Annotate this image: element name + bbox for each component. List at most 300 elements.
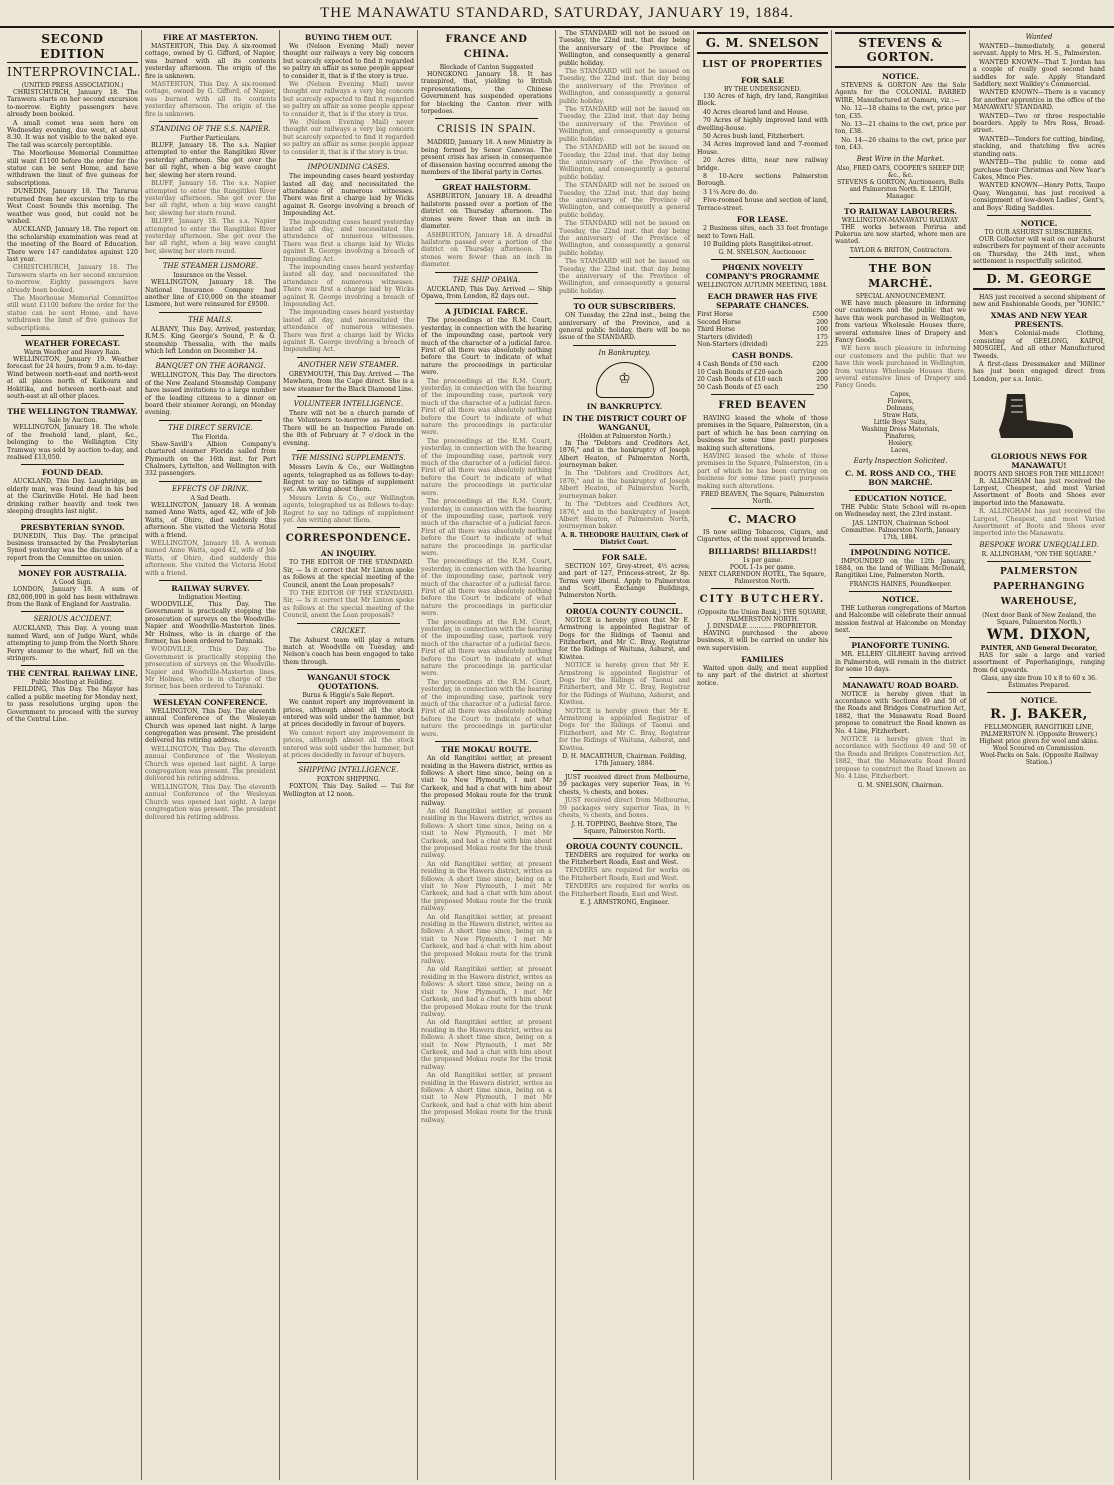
allingham-signature: R. ALLINGHAM, "ON THE SQUARE."	[981, 550, 1097, 558]
bond-row	[697, 376, 828, 383]
article-text: WE have much pleasure in informing our customers and the public that we have this week purchased in Wellington, from various Wholesale Houses there, several extensive lines of Drapery and Fancy Goods.	[835, 299, 966, 344]
article-text: GREYMOUTH, This Day. Arrived — The Mawhera, from the Cape direct. She is a new steamer for the Black Diamond Line.	[283, 370, 414, 393]
article-text: WELLINGTON, January 18. The whole of the freehold land, plant, &c., belonging to the Wellington City Tramway was sold by auction to-day, and realised £13,050.	[7, 424, 138, 462]
article-text: An old Rangitikei settler, at present residing in the Hawera district, writes as follows: A short time since, being on a visit to New Plymouth, I met Mr Carkeek, and had a chat with him about the proposed Mokau route for the trunk railway.	[421, 913, 552, 966]
headline-oroua: OROUA COUNTY COUNCIL.	[566, 606, 683, 616]
baker-line: Highest price given for wool and skins.	[979, 738, 1099, 746]
bon-marche-sub: SPECIAL ANNOUNCEMENT.	[855, 292, 946, 300]
property-item: 50 Acres bush land, Fitzherbert.	[703, 133, 805, 141]
article-text: The proceedings at the R.M. Court, yesterday, in connection with the hearing of the impounding case, partook very much of the character of a judicial farce. First of all there was absolutely nothing before the Court to indicate of what nature the proceedings in particular were.	[421, 558, 552, 618]
divider	[849, 637, 952, 638]
article-text: R. ALLINGHAM has just received the Largest, Cheapest, and most Varied Assortment of Boots and Shoes ever imported into the Manawatu.	[973, 508, 1105, 538]
divider	[297, 159, 400, 160]
divider	[849, 544, 952, 545]
property-item: 70 Acres of highly improved land with dwelling-house.	[697, 117, 828, 132]
divider	[159, 258, 262, 259]
article-text: The impounding cases heard yesterday lasted all day, and necessitated the attendance of numerous witnesses. There was first a charge laid by Wicks against R. George involving a breach of Impounding Act.	[283, 218, 414, 263]
article-text: We cannot report any improvement in prices, although almost all the stock entered was sold under the hammer, but at prices decidedly in favour of buyers.	[283, 729, 414, 760]
property-item: Five-roomed house and section of land, Terrace-street.	[697, 197, 828, 212]
headline-weather: WEATHER FORECAST.	[24, 339, 120, 348]
headline-missing: THE MISSING SUPPLEMENTS.	[291, 454, 406, 463]
wanted-item: WANTED—Two or three respectable boarders. Apply to Mrs Ross, Broad-street.	[973, 112, 1105, 135]
labourers-sub: WELLINGTON-MANAWATU RAILWAY.	[841, 216, 960, 224]
assoc-line: (UNITED PRESS ASSOCIATION.)	[21, 82, 124, 89]
wanted-item: WANTED—The public to come and purchase their Christmas and New Year's Cakes, Mince Pies.	[973, 159, 1105, 181]
paperhanging-sub: (Next door Bank of New Zealand, the Square, Palmerston North.)	[982, 611, 1096, 626]
bon-item: Hosiery,	[888, 439, 913, 447]
article-text: AUCKLAND, January 18. The report on the scholarship examination was read at the meeting of the Board of Education. There were 147 candidates against 120 last year.	[7, 226, 138, 263]
headline-lismore: THE STEAMER LISMORE.	[162, 262, 259, 271]
headline-banquet: BANQUET ON THE AORANGI.	[155, 362, 266, 371]
butchery-address: (Opposite the Union Bank,) THE SQUARE, PALMERSTON NORTH.	[697, 608, 828, 623]
prize-name: Third Horse	[697, 326, 735, 334]
article-text: An old Rangitikei settler, at present residing in the Hawera district, writes as follows: A short time since, being on a visit to New Plymouth, I met Mr Carkeek, and had a chat with him about the proposed Mokau route for the trunk railway.	[421, 755, 552, 807]
article-text: NOTICE is hereby given that Mr E. Armstrong is appointed Registrar of Dogs for the Ridings of Taonui and Fitzherbert, and Mr C. Bray, Registrar for the Ridings of Waituna, Ashurst, and Kiwitea.	[559, 616, 690, 661]
prizes-headline: EACH DRAWER HAS FIVE SEPARATE CHANCES.	[707, 292, 818, 311]
divider	[849, 677, 952, 678]
property-item: 20 Acres ditto, near new railway bridge.	[697, 157, 828, 172]
article-text: NOTICE is hereby given that Mr E. Armstrong is appointed Registrar of Dogs for the Ridings of Taonui and Fitzherbert, and Mr C. Bray, Registrar for the Ridings of Waituna, Ashurst, and Kiwitea.	[559, 662, 690, 707]
bond-amount: 200	[816, 368, 828, 376]
billiards-price: 1s per game.	[742, 556, 783, 564]
divider	[159, 121, 262, 122]
article-text: A first-class Dressmaker and Milliner has just been engaged direct from London, per s.s. Ionic.	[973, 361, 1105, 383]
article-text: WELLINGTON, This Day. The eleventh annual Conference of the Wesleyan Church was opened last night. A large congregation was present. The president delivered his retiring address.	[145, 783, 276, 821]
baker-banner: R. J. BAKER,	[990, 707, 1088, 723]
article-text: HAS for sale a large and varied assortment of Paperhangings, ranging from 6d upwards.	[973, 651, 1105, 674]
article-text: DUNEDIN, January 18. The Tararua returned from her excursion trip to the West Coast Sounds this morning. The weather was good, but could not be wished.	[7, 188, 138, 225]
lease-headline: FOR LEASE.	[736, 215, 789, 225]
bon-item: Flowers,	[887, 397, 914, 405]
bond-name: 4 Cash Bonds of £50 each	[697, 361, 779, 369]
headline-stock: WANGANUI STOCK QUOTATIONS.	[307, 673, 390, 692]
column-8	[970, 30, 1108, 1480]
headline-inquiry: AN INQUIRY.	[320, 549, 377, 559]
article-text: HAVING leased the whole of those premises in the Square, Palmerston, (in a part of which he has been carrying on business for some time past) purposes making such alterations.	[697, 453, 828, 490]
article-text: TO THE EDITOR OF THE STANDARD. Sir, — Is it correct that Mr Linton spoke as follows at the special meeting of the Council, anent the Loan proposals?	[283, 559, 414, 589]
wire-item: No. 13—21 chains to the cwt, price per ton, £38.	[835, 121, 966, 136]
best-wire: Best Wire in the Market.	[856, 154, 945, 163]
article-text: An old Rangitikei settler, at present residing in the Hawera district, writes as follows: A short time since, being on a visit to New Plymouth, I met Mr Carkeek, and had a chat with him about the proposed Mokau route for the trunk railway.	[421, 807, 552, 860]
bon-item: Laces,	[890, 446, 911, 454]
prize-amount: 200	[816, 318, 828, 326]
article-text: THE Lutheran congregations of Marton and Halcombe will celebrate their annual mission festival at Halcombe on Monday next.	[835, 604, 966, 634]
article-text: The Ashurst team will play a return match at Woodville on Tuesday, and Nelson's coach has been engaged to take them through.	[283, 636, 414, 666]
article-text: CHRISTCHURCH, January 18. The Tarawera starts on her second excursion to-morrow. Eighty passengers have already been booked.	[7, 89, 138, 119]
article-text: The STANDARD will not be issued on Tuesday, the 22nd inst. that day being the anniversary of the Province of Wellington, and consequently a general public holiday.	[559, 106, 690, 143]
article-text: HONGKONG January 18. It has transpired, that, yielding to British representations, the Chinese Government has suspended operations for blocking the Canton river with torpedoes.	[421, 71, 552, 116]
court-signature: A. R. THEODORE HAULTAIN, Clerk of District Court.	[560, 531, 689, 546]
article-text: IMPOUNDED on the 12th January, 1884, on the land of William McDonald, Rangitikei Line, Palmerston North.	[835, 557, 966, 580]
article-text: The STANDARD will not be issued on Tuesday, the 22nd inst. that day being the anniversary of the Province of Wellington, and consequently a general public holiday.	[559, 68, 690, 105]
article-text: The Moorhouse Memorial Committee still want £1100 before the order for the statue can be sent Home, and have withdrawn the limit of five guineas for subscriptions.	[7, 294, 138, 332]
article-text: BLUFF, January 18. The s.s. Napier attempted to enter the Rangitikei River yesterday afternoon. She got over the bar all right, when a big wave caught her, slewing her stern round.	[145, 142, 276, 179]
edition-title: SECOND EDITION	[7, 32, 138, 63]
article-text: THE Public State School will re-open on Wednesday next, the 23rd instant.	[835, 503, 966, 519]
road-board-headline: MANAWATU ROAD BOARD.	[842, 680, 959, 690]
headline-found-dead: FOUND DEAD.	[41, 468, 104, 478]
article-text: MR. ELLERY GILBERT having arrived in Palmerston, will remain in the district for some 10 days.	[835, 651, 966, 674]
divider	[435, 179, 538, 180]
property-item: 3 1¼ Acre do. do.	[703, 188, 759, 196]
article-text: Messrs Levin & Co., our Wellington agents, telegraphed us as follows to-day: Regret to say no tidings of supplement yet. Am writing about them.	[283, 464, 414, 494]
article-text: HAS just received a second shipment of new and Fashionable Goods, per "IONIC."	[973, 293, 1105, 308]
beaven-signature: FRED BEAVEN, The Square, Palmerston North.	[700, 491, 825, 506]
property-item: 34 Acres improved land and 7-roomed House.	[697, 141, 828, 156]
divider	[573, 345, 676, 346]
headline-mails: THE MAILS.	[188, 315, 233, 324]
wanted-item: WANTED KNOWN—That T. Jordan has a couple of really good second hand saddles for sale. Apply Standard Saddlery, next Walkley's Commercial.	[973, 58, 1105, 89]
impounding-signature: FRANCIS HAINES, Poundkeeper.	[849, 580, 952, 588]
divider	[573, 603, 676, 604]
article-text: An old Rangitikei settler, at present residing in the Hawera district, writes as follows: A short time since, being on a visit to New Plymouth, I met Mr Carkeek, and had a chat with him about the proposed Mokau route for the trunk railway.	[421, 966, 552, 1018]
article-text: TENDERS are required for works on the Fitzherbert Roads, East and West.	[559, 867, 690, 882]
divider	[159, 694, 262, 695]
divider	[159, 580, 262, 581]
list-by: BY THE UNDERSIGNED.	[723, 86, 802, 93]
prize-row	[697, 326, 828, 333]
headline-buying: BUYING THEM OUT.	[304, 33, 393, 42]
prize-row	[697, 319, 828, 326]
divider	[987, 692, 1091, 693]
divider	[711, 508, 814, 509]
article-text: FOXTON, This Day. Sailed — Tui for Wellington at 12 noon.	[283, 783, 414, 798]
article-text: LONDON, January 18. A sum of £82,000,000 in gold has been withdrawn from the Bank of England for Australia.	[7, 586, 138, 608]
baker-line: Wool Scoured on Commission.	[992, 745, 1086, 753]
beaven-banner: FRED BEAVEN	[718, 399, 807, 411]
bond-amount: £200	[812, 361, 828, 369]
subhead-money: A Good Sign.	[52, 579, 93, 587]
headline-opawa: THE SHIP OPAWA.	[452, 275, 521, 284]
divider	[159, 420, 262, 421]
pool-price: POOL 1-1s per game.	[729, 563, 796, 571]
article-text: We cannot report any improvement in prices, although almost all the stock entered was sold under the hammer, but at prices decidedly in favour of buyers.	[283, 699, 414, 729]
article-text: OUR Collector will wait on our Ashurst subscribers for payment of their accounts on Thursday, the 24th inst., when settlement is respectfully solicited.	[973, 235, 1105, 266]
article-text: DUNEDIN, This Day. The principal business transacted by the Presbyterian Synod yesterday was the discussion of a report from the Committee on union.	[7, 532, 138, 562]
bond-row	[697, 369, 828, 376]
baker-sub: FELLMONGER, RANGITIKEI LINE, PALMERSTON N. (Opposite Brewery.)	[980, 724, 1098, 739]
phoenix-headline: PHŒNIX NOVELTY COMPANY'S PROGRAMME	[705, 263, 820, 282]
article-text: Messrs Levin & Co., our Wellington agents, telegraphed us as follows to-day: Regret to say no tidings of supplement yet. Am writing about them.	[283, 494, 414, 524]
article-text: AUCKLAND, This Day. Arrived — Ship Opawa, from London, 82 days out.	[421, 285, 552, 300]
snelson-signature: G. M. SNELSON, Auctioneer.	[718, 249, 807, 257]
article-text: TENDERS are required for works on the Fitzherbert Roads, East and West.	[559, 883, 690, 898]
headline-tramway: THE WELLINGTON TRAMWAY.	[7, 407, 138, 417]
paperhanging-headline: PALMERSTON PAPERHANGING WAREHOUSE,	[993, 566, 1085, 607]
subhead-weather: Warm Weather and Heavy Rain.	[23, 349, 122, 356]
article-text: HAVING purchased the above business, it will be carried on under his own supervision.	[697, 629, 828, 652]
article-text: BLUFF, January 18. The s.s. Napier attempted to enter the Rangitikei River yesterday afternoon. She got over the bar all right, when a big wave caught her, slewing her stern round.	[145, 180, 276, 217]
article-text: NOTICE is hereby given that Mr E. Armstrong is appointed Registrar of Dogs for the Ridings of Taonui and Fitzherbert, and Mr C. Bray, Registrar for the Ridings of Waituna, Ashurst, and Kiwitea.	[559, 707, 690, 752]
article-text: MASTERTON, This Day. A six-roomed cottage, owned by G. Gifford, of Napier, was burned with all its contents yesterday afternoon. The origin of the fire is unknown.	[145, 43, 276, 80]
sg-signature: STEVENS & GORTON, Auctioneers, Bulls and Palmerston North. E. LEIGH, Manager.	[837, 178, 964, 200]
subhead-stock: Burns & Higgie's Sale Report.	[302, 692, 395, 700]
also-line: Also, FRED OATS, COOPER'S SHEEP DIP, &c., &c.	[836, 164, 965, 179]
glorious-headline: GLORIOUS NEWS FOR MANAWATU!	[990, 451, 1088, 470]
subhead-drink: A Sad Death.	[190, 494, 231, 502]
headline-district-court: IN THE DISTRICT COURT OF WANGANUI,	[562, 413, 687, 432]
article-text: WELLINGTON, January 18. A woman named Anne Watts, aged 42, wife of Job Watts, of Ohiro, died suddenly this afternoon. She visited the Victoria Hotel with a friend.	[145, 539, 276, 577]
article-text: MADRID, January 18. A new Ministry is being formed by Senor Canovas. The present crisis has arisen in consequence of dissension having occurred among the members of the liberal party in Cortes.	[421, 139, 552, 177]
snelson-banner: G. M. SNELSON	[697, 32, 828, 54]
bon-item: Little Boys' Suits,	[873, 418, 928, 426]
article-text: R. ALLINGHAM has just received the Largest, Cheapest, and most Varied Assortment of Boots and Shoes ever imported into the Manawatu.	[973, 477, 1105, 507]
divider	[159, 358, 262, 359]
article-text: The proceedings at the R.M. Court, yesterday, in connection with the hearing of the impounding case, partook very much of the character of a judicial farce. First of all there was absolutely nothing before the Court to indicate of what nature the proceedings in particular were.	[421, 377, 552, 437]
bond-row	[697, 361, 828, 368]
property-item: 130 Acres of high, dry land, Rangitikei Block.	[697, 93, 828, 108]
divider	[711, 259, 814, 260]
clarendon-address: NEXT CLARENDON HOTEL, The Square, Palmerston North.	[698, 570, 827, 585]
divider	[987, 561, 1091, 562]
headline-hailstorm: GREAT HAILSTORM.	[442, 183, 531, 193]
subhead-railway-survey: Indignation Meeting.	[178, 593, 243, 601]
article-text: JUST received direct from Melbourne, 59 packages very superior Teas, in ½ chests, ¼ chests, and boxes.	[559, 797, 690, 820]
prize-name: First Horse	[697, 311, 733, 319]
column-2	[142, 30, 280, 1480]
bon-marche-banner: THE BON MARCHÉ.	[868, 261, 933, 290]
headline-wesleyan: WESLEYAN CONFERENCE.	[153, 697, 268, 707]
headline-oroua-tenders: OROUA COUNTY COUNCIL.	[566, 841, 683, 851]
article-text: The impounding cases heard yesterday lasted all day, and necessitated the attendance of numerous witnesses. There was first a charge laid by Wicks against R. George involving a breach of Impounding Act.	[283, 173, 414, 218]
article-text: THE works between Porirua and Pukerua are now started, where men are wanted.	[835, 223, 966, 246]
ross-signature: C. M. ROSS AND CO., THE BON MARCHÉ.	[845, 468, 956, 487]
headline-france-china: FRANCE AND CHINA.	[445, 34, 528, 60]
article-text: SECTION 107, Grey-street, 4½ acres; and part of 127, Princess-street, 2r 8p. Terms very liberal. Apply to Palmerston and Scott, Exchange Buildings, Palmerston North.	[559, 562, 690, 600]
headline-for-sale: FOR SALE.	[601, 552, 648, 562]
subhead-railway: Public Meeting at Feilding.	[31, 679, 114, 687]
bon-item: Pinafores,	[885, 432, 916, 440]
wire-item: No. 14—26 chains to the cwt, price per ton, £43.	[835, 136, 966, 152]
article-text: TENDERS are required for works on the Fitzherbert Roads, East and West.	[559, 851, 690, 866]
prize-amount: 225	[816, 340, 828, 348]
bond-name: 20 Cash Bonds of £10 each	[697, 376, 783, 384]
article-text: JUST received direct from Melbourne, 59 packages very superior Teas, in ½ chests, ¼ chests, and boxes.	[559, 774, 690, 796]
wanted-item: WANTED—Immediately, a general servant. Apply to Mrs. H. S., Palmerston.	[973, 43, 1105, 58]
subhead-tramway: Sale by Auction.	[47, 417, 98, 425]
oroua-signature: D. H. MACARTHUR, Chairman. Feilding, 17th January, 1884.	[562, 753, 687, 768]
article-text: The proceedings at the R.M. Court, yesterday, in connection with the hearing of the impounding case, partook very much of the character of a judicial farce. First of all there was absolutely nothing before the Court to indicate of what nature the proceedings in particular were.	[421, 437, 552, 497]
article-text: ASHBURTON, January 18. A dreadful hailstorm passed over a portion of the district on Thursday afternoon. The stones were fewer than an inch in diameter.	[421, 193, 552, 231]
divider	[435, 272, 538, 273]
article-text: AUCKLAND, This Day. Laughridge, an elderly man, was found dead in his bed at the Clarinville Hotel. He had been drinking rather heavily and took two sleeping draughts last night.	[7, 478, 138, 516]
article-text: An old Rangitikei settler, at present residing in the Hawera district, writes as follows: A short time since, being on a visit to New Plymouth, I met Mr Carkeek, and had a chat with him about the proposed Mokau route for the trunk railway.	[421, 860, 552, 913]
divider	[21, 611, 124, 612]
column-5	[556, 30, 694, 1480]
stevens-gorton-banner: STEVENS & GORTON.	[835, 32, 966, 68]
divider	[435, 303, 538, 304]
notice-headline: NOTICE.	[882, 72, 919, 81]
road-board-signature: G. M. SNELSON, Chairman.	[857, 781, 944, 789]
article-text: In The "Debtors and Creditors Act, 1876," and in the bankruptcy of Joseph Albert Heaton, of Palmerston North, journeyman baker.	[559, 470, 690, 500]
article-text: BLUFF, January 18. The s.s. Napier attempted to enter the Rangitikei River yesterday afternoon. She got over the bar all right, when a big wave caught her, slewing her stern round.	[145, 218, 276, 255]
article-text: HAVING leased the whole of those premises in the Square, Palmerston, (in a part of which he has been carrying on business for some time past) purposes making such alterations.	[697, 414, 828, 452]
article-text: WELLINGTON, January 19. Weather forecast for 24 hours, from 9 a.m. to-day: Wind between north-east and north-west at all places north of Kaikoura and Hokitika, and between north-east and south-east at all other places.	[7, 356, 138, 401]
headline-railway: THE CENTRAL RAILWAY LINE.	[7, 669, 138, 679]
article-text: WELLINGTON, This Day. The directors of the New Zealand Steamship Company have issued invitations to a large number of the leading citizens to a dinner on board their steamer Aorangi, on Monday evening.	[145, 372, 276, 417]
divider	[297, 450, 400, 451]
article-text: ON Tuesday, the 22nd inst., being the anniversary of the Province, and a general public holiday, there will be no issue of the STANDARD.	[559, 312, 690, 342]
butchery-banner: CITY BUTCHERY.	[699, 593, 826, 605]
headline-mokau: THE MOKAU ROUTE.	[441, 745, 532, 755]
ashurst-sub: TO OUR ASHURST SUBSCRIBERS.	[984, 228, 1094, 236]
article-text: We (Nelson Evening Mail) never thought our railways a very big concern but scarcely expected to find it regarded so paltry an affair as some people appear to consider it, that is if the story is true.	[283, 119, 414, 156]
divider	[849, 257, 952, 258]
article-text: A small comet was seen here on Wednesday evening, due west, at about 8.30. It was not visible to the naked eye. The tail was scarcely perceptible.	[7, 119, 138, 149]
article-text: STEVENS & GORTON Are the Sole Agents for the COLONIAL BARBED WIRE, Manufactured at Oamaru, viz.:—	[835, 82, 966, 104]
dinsdale-line: J. DINSDALE ............ PROPRIETOR.	[707, 622, 818, 630]
headline-spain: CRISIS IN SPAIN.	[437, 124, 536, 136]
headline-synod: PRESBYTERIAN SYNOD.	[20, 522, 125, 532]
article-text: AUCKLAND, This Day. A young man named Ward, son of Judge Ward, while attempting to jump from the North Shore Ferry steamer to the wharf, fell on the stringers.	[7, 625, 138, 662]
wire-item: No. 12—18 chains to the cwt, price per ton, £35.	[835, 105, 966, 120]
column-4	[418, 30, 556, 1480]
cash-bonds-headline: CASH BONDS.	[731, 351, 794, 361]
article-text: We (Nelson Evening Mail) never thought our railways a very big concern but scarcely expected to find it regarded so paltry an affair as some people appear to consider it, that is if the story is true.	[283, 81, 414, 118]
headline-shipping: SHIPPING INTELLIGENCE.	[298, 766, 399, 775]
subhead-lismore: Insurance on the Vessel.	[173, 272, 248, 280]
headline-accident: SERIOUS ACCIDENT.	[33, 615, 112, 624]
baker-notice: NOTICE.	[1020, 696, 1058, 706]
article-text: The STANDARD will not be issued on Tuesday, the 22nd inst. that day being the anniversary of the Province of Wellington, and consequently a general public holiday.	[559, 182, 690, 219]
article-text: The impounding cases heard yesterday lasted all day, and necessitated the attendance of numerous witnesses. There was first a charge laid by Wicks against R. George involving a breach of Impounding Act.	[283, 263, 414, 308]
headline-direct: THE DIRECT SERVICE.	[168, 423, 253, 432]
bond-amount: 200	[816, 376, 828, 384]
headline-subscribers: TO OUR SUBSCRIBERS.	[573, 302, 676, 312]
topping-signature: J. H. TOPPING, Beehive Store, The Square, Palmerston North.	[571, 820, 678, 835]
headline-farce: A JUDICIAL FARCE.	[445, 307, 528, 317]
masthead: THE MANAWATU STANDARD, SATURDAY, JANUARY 19, 1884.	[0, 0, 1114, 28]
bon-item: Straw Hats,	[882, 411, 919, 419]
article-text: The proceedings at the R.M. Court, yesterday, in connection with the hearing of the impounding case, partook very much of the character of a judicial farce. First of all there was absolutely nothing before the Court to indicate of what nature the proceedings in particular were.	[421, 678, 552, 738]
education-headline: EDUCATION NOTICE.	[854, 493, 947, 503]
phoenix-sub: WELLINGTON AUTUMN MEETING, 1884.	[697, 282, 828, 290]
article-text: Men's Colonial-made Clothing, consisting of GEELONG, KAIPOI, MOSGIEL, And all other Manufactured Tweeds.	[973, 330, 1105, 360]
divider	[297, 527, 400, 528]
bond-row	[697, 384, 828, 391]
property-item: 40 Acres cleared land and House.	[703, 108, 809, 116]
divider	[21, 403, 124, 404]
article-text: WOODVILLE, This Day. The Government is practically stopping the prosecution of surveys on the Woodville-Napier and Woodville-Masterton lines. Mr Holmes, who is in charge of the former, has been ordered to Taranaki.	[145, 646, 276, 691]
subhead-france-china: Blockade of Canton Suggested	[439, 64, 534, 71]
article-text: There will not be a church parade of the Volunteers to-morrow as intended. There will be an Inspection Parade on the 8th of February at 7 o'clock in the evening.	[283, 410, 414, 447]
divider	[987, 215, 1091, 216]
divider	[297, 623, 400, 624]
article-text: WE have much pleasure in informing our customers and the public that we have this week purchased in Wellington, from various Wholesale Houses there, several extensive lines of Drapery and Fancy Goods.	[835, 345, 966, 390]
divider	[297, 396, 400, 397]
inspection-line: Early Inspection Solicited.	[853, 456, 948, 465]
prize-row	[697, 341, 828, 348]
columns	[4, 30, 1110, 1480]
divider	[297, 357, 400, 358]
article-text: Waited upon daily, and meat supplied to any part of the district at shortest notice.	[697, 665, 828, 687]
article-text: FEILDING, This Day. The Mayor has called a public meeting for Monday next, to pass resolutions urging upon the Government to proceed with the survey of the Central Line.	[7, 686, 138, 723]
divider	[849, 490, 952, 491]
dixon-estimates: Estimates Prepared.	[1007, 682, 1071, 690]
headline-cricket: CRICKET.	[331, 626, 366, 635]
bond-name: 50 Cash Bonds of £5 each	[697, 383, 779, 391]
prize-row	[697, 334, 828, 341]
headline-railway-survey: RAILWAY SURVEY.	[171, 583, 250, 593]
labourers-headline: TO RAILWAY LABOURERS.	[844, 206, 957, 216]
article-text: Shaw-Savill's Albion Company's chartered steamer Florida sailed from Plymouth on the 16th inst. for Port Chalmers, Lyttelton, and Wellington with 332 passengers.	[145, 440, 276, 478]
lease-item: 2 Business sites, each 33 feet frontage next to Town Hall.	[697, 225, 828, 240]
piano-headline: PIANOFORTE TUNING.	[851, 641, 950, 651]
baker-line: Wool-Packs on Sale. (Opposite Railway Station.)	[979, 752, 1099, 767]
dixon-glass: Glass, any size from 10 x 8 to 60 x 36.	[981, 675, 1097, 683]
article-text: WELLINGTON, This Day. The eleventh annual Conference of the Wesleyan Church was opened last night. A large congregation was present. The president delivered his retiring address.	[145, 745, 276, 783]
article-text: In The "Debtors and Creditors Act, 1876," and in the bankruptcy of Joseph Albert Heaton, of Palmerston North, journeyman baker.	[559, 501, 690, 531]
divider	[21, 565, 124, 566]
headline-correspondence: CORRESPONDENCE.	[285, 533, 412, 545]
bond-amount: 250	[816, 383, 828, 391]
subhead-district-court: (Holden at Palmerston North.)	[578, 432, 671, 440]
subhead-direct: The Florida.	[191, 433, 230, 441]
article-text: ALBANY, This Day. Arrived, yesterday, R.M.S. King George's Sound, P. & O. steamship Thessalia, with the mails which left London on December 14.	[145, 325, 276, 355]
divider	[711, 394, 814, 395]
article-text: NOTICE is hereby given that in accordance with Sections 49 and 50 of the Roads and Bridges Construction Act, 1882, that the Manawatu Road Board propose to construct the Road known as No. 4 Line, Fitzherbert.	[835, 690, 966, 735]
article-text: CHRISTCHURCH, January 18. The Tarawera starts on her second excursion to-morrow. Eighty passengers have already been booked.	[7, 264, 138, 294]
wanted-item: WANTED KNOWN—Henry Potts, Taupo Quay, Wanganui, has just received a consignment of low-down Ladies', Gent's, and Boys' Riding Saddles.	[973, 182, 1105, 212]
prize-amount: 175	[816, 333, 828, 341]
list-headline: LIST OF PROPERTIES	[702, 60, 823, 70]
article-text: The proceedings at the R.M. Court, yesterday, in connection with the hearing of the impounding case, partook very much of the character of a judicial farce. First of all there was absolutely nothing before the Court to indicate of what nature the proceedings in particular were.	[421, 498, 552, 557]
article-text: The proceedings at the R.M. Court, yesterday, in connection with the hearing of the impounding case, partook very much of the character of a judicial farce. First of all there was absolutely nothing before the Court to indicate of what nature the proceedings in particular were.	[421, 618, 552, 678]
wanted-item: WANTED KNOWN—There is a vacancy for another apprentice in the office of the MANAWATU STANDARD.	[973, 89, 1105, 112]
headline-money: MONEY FOR AUSTRALIA.	[18, 569, 127, 579]
bond-name: 10 Cash Bonds of £20 each	[697, 368, 783, 376]
glorious-sub: BOOTS AND SHOES FOR THE MILLION!!	[973, 470, 1105, 478]
boot-icon	[973, 390, 1083, 440]
article-text: WELLINGTON, January 18. A woman named Anne Watts, aged 42, wife of Job Watts, of Ohiro, died suddenly this afternoon. She visited the Victoria Hotel with a friend.	[145, 501, 276, 539]
macro-banner: C. MACRO	[728, 513, 797, 527]
prize-amount: 100	[816, 326, 828, 334]
article-text: MASTERTON, This Day. A six-roomed cottage, owned by G. Gifford, of Napier, was burned with all its contents yesterday afternoon. The origin of the fire is unknown.	[145, 81, 276, 118]
headline-impounding: IMPOUNDING CASES.	[307, 163, 390, 172]
article-text: An old Rangitikei settler, at present residing in the Hawera district, writes as follows: A short time since, being on a visit to New Plymouth, I met Mr Carkeek, and had a chat with him about the proposed Mokau route for the trunk railway.	[421, 1072, 552, 1124]
prize-amount: £500	[812, 311, 828, 319]
column-1	[4, 30, 142, 1480]
bankruptcy-caption: IN BANKRUPTCY.	[586, 401, 663, 411]
article-text: The STANDARD will not be issued on Tuesday, the 22nd inst. that day being the anniversary of the Province of Wellington, and consequently a general public holiday.	[559, 258, 690, 295]
headline-bankruptcy: In Bankruptcy.	[598, 348, 651, 357]
families-headline: FAMILIES	[741, 655, 784, 665]
bon-item: Capes,	[890, 390, 911, 398]
divider	[573, 549, 676, 550]
article-text: The impounding cases heard yesterday lasted all day, and necessitated the attendance of numerous witnesses. There was first a charge laid by Wicks against R. George involving a breach of Impounding Act.	[283, 309, 414, 354]
prize-name: Non-Starters (divided)	[697, 340, 768, 348]
wanted-headline: Wanted	[1025, 33, 1053, 41]
article-text: WELLINGTON, January 18. The National Insurance Company had another line of £10,000 on the steamer Lismore, but were reinsured for £9500.	[145, 279, 276, 309]
column-3	[280, 30, 418, 1480]
prize-name: Starters (divided)	[697, 333, 753, 341]
article-text: WELLINGTON, This Day. The eleventh annual Conference of the Wesleyan Church was opened last night. A large congregation was present. The president delivered his retiring address.	[145, 707, 276, 745]
education-signature: JAS. LINTON, Chairman School Committee. Palmerston North, January 17th, 1884.	[841, 519, 960, 541]
divider	[573, 298, 676, 299]
prize-name: Second Horse	[697, 318, 741, 326]
billiards-headline: BILLIARDS! BILLIARDS!!	[708, 546, 817, 556]
for-sale-headline: FOR SALE	[741, 76, 784, 85]
ashurst-headline: NOTICE.	[1020, 218, 1058, 228]
divider	[573, 770, 676, 771]
divider	[435, 118, 538, 119]
subhead-napier: Further Particulars.	[180, 135, 241, 143]
royal-crest-icon: ♔	[596, 362, 654, 398]
divider	[21, 464, 124, 465]
article-text: IS now selling Tobaccos, Cigars, and Cigarettes, of the most approved brands.	[697, 529, 828, 544]
headline-fire: FIRE AT MASTERTON.	[162, 33, 259, 42]
lutheran-headline: NOTICE.	[882, 594, 919, 604]
